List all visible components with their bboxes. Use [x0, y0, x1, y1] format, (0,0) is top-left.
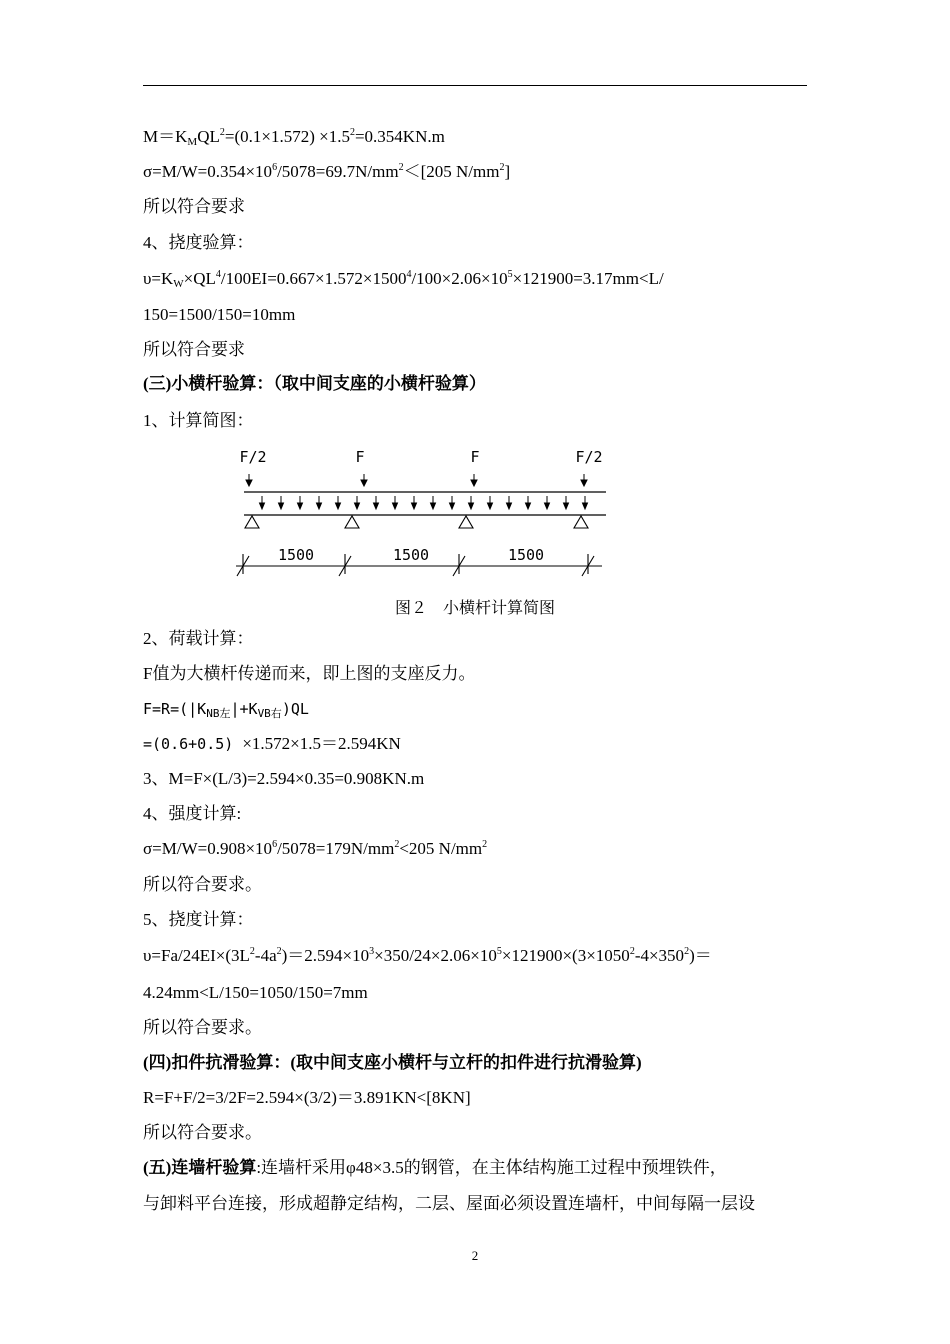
deflection-result-2: 4.24mm<L/150=1050/150=7mm	[143, 983, 368, 1002]
diagram-heading: 1、计算简图：	[143, 411, 254, 430]
deflection-formula-cont: 150=1500/150=10mm	[143, 305, 296, 324]
stress-formula: $\sigma=M/W=0.354\times 10^6/5078=69.7N/mm^2<[205$ $N/mm^2$]	[143, 162, 511, 181]
support-icon	[245, 516, 259, 528]
distributed-load-arrows	[260, 496, 588, 509]
span-label: 1500	[507, 546, 545, 564]
slip-formula: R=F+F/2=3/2F=2.594×(3/2)＝3.891KN<[8KN]	[143, 1088, 471, 1107]
reaction-formula: $F=R=(|K_{NB左}|+K_{VB右})QL$	[143, 700, 309, 720]
load-description: F值为大横杆传递而来，即上图的支座反力。	[143, 664, 476, 683]
conclusion-text: 所以符合要求	[143, 197, 245, 216]
reaction-result: =(0.6+0.5) ×1.572×1.5＝2.594KN	[143, 734, 401, 753]
point-load-arrows	[246, 474, 587, 486]
span-label: 1500	[392, 546, 430, 564]
conclusion-text: 所以符合要求。	[143, 875, 262, 894]
span-label: 1500	[277, 546, 315, 564]
conclusion-text: 所以符合要求。	[143, 1123, 262, 1142]
load-label: F/2	[239, 448, 267, 466]
deflection-heading-2: 5、挠度计算：	[143, 910, 254, 929]
body-text: 与卸料平台连接，形成超静定结构，二层、屋面必须设置连墙杆，中间每隔一层设	[143, 1194, 755, 1213]
deflection-formula: $\upsilon=K_W\times QL^4/100EI=0.667\times 1.572\times 1500^4/100\times 2.06\times 10^5\times 121900=3.17mm<L/$	[143, 269, 664, 290]
span-labels	[278, 546, 544, 564]
beam-diagram	[0, 440, 950, 590]
moment-formula: $M=K_MQL^2=(0.1\times 1.572) \times 1.5^2=0.354KN.m$	[143, 127, 445, 148]
header-rule	[143, 85, 807, 86]
support-triangles	[245, 516, 588, 528]
support-icon	[574, 516, 588, 528]
strength-heading: 4、强度计算:	[143, 804, 242, 823]
strength-formula: $\sigma=M/W=0.908\times 10^6/5078=179N/mm^2<205$ $N/mm^2$	[143, 839, 488, 858]
deflection-formula-2: $\upsilon=Fa/24EI\times(3L^2-4a^2)=2.594\times 10^3\times 350/24\times 2.06\times 10^5\times 121900\times(3\times 1050^2-4\times 350^2)=$	[143, 946, 712, 965]
support-icon	[345, 516, 359, 528]
load-label: F/2	[575, 448, 603, 466]
load-label: F	[470, 448, 480, 466]
figure-caption: 图２ 小横杆计算简图	[394, 600, 555, 617]
load-calc-heading: 2、荷载计算：	[143, 629, 254, 648]
section-heading-5: (五)连墙杆验算:连墙杆采用φ48×3.5的钢管，在主体结构施工过程中预埋铁件，	[143, 1158, 727, 1177]
section-heading-4: (四)扣件抗滑验算：(取中间支座小横杆与立杆的扣件进行抗滑验算)	[143, 1053, 642, 1072]
load-label: F	[355, 448, 365, 466]
section-heading-3: (三)小横杆验算：（取中间支座的小横杆验算）	[143, 374, 486, 393]
conclusion-text: 所以符合要求	[143, 340, 245, 359]
deflection-heading: 4、挠度验算：	[143, 233, 254, 252]
load-labels	[239, 448, 602, 466]
moment-calc: 3、M=F×(L/3)=2.594×0.35=0.908KN.m	[143, 769, 425, 788]
page-number: 2	[471, 1248, 479, 1263]
support-icon	[459, 516, 473, 528]
conclusion-text: 所以符合要求。	[143, 1018, 262, 1037]
